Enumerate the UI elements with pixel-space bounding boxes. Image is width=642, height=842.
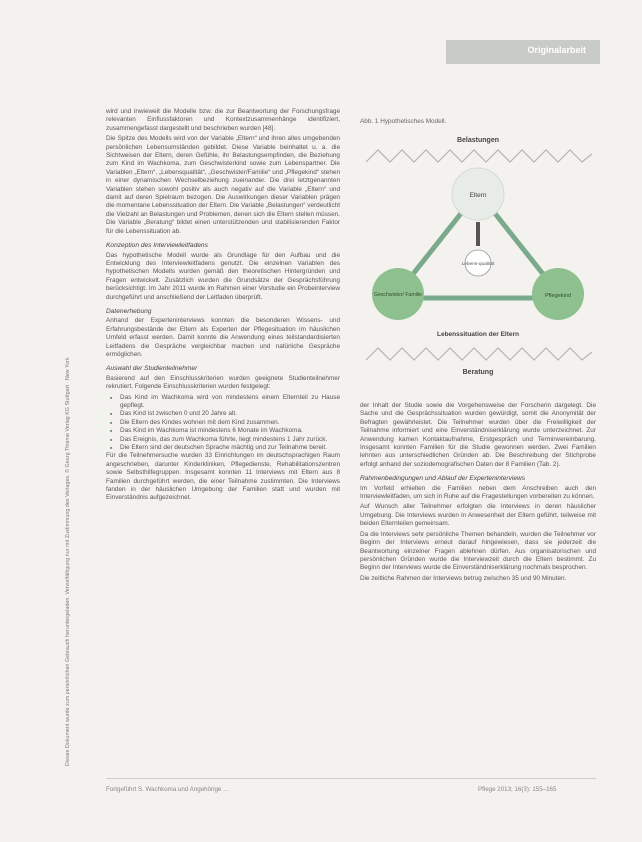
paragraph: Basierend auf den Einschlusskriterien wurden geeignete Studienteilnehmer rekrutiert. Folgende Einschlusskriterien wurden festgelegt: xyxy=(106,374,340,391)
paragraph: der Inhalt der Studie sowie die Vorgehensweise der Forscherin dargelegt. Die Sache und die Gesprächssituation wurden gewürdigt, somit die Anonymität der Befragten gewährleistet. Die Teilnehmer wurden über die Freiwilligkeit der Teilnahme informiert und eine Einverständniserklärung wurde unterzeichnet. Zur Anwendung kamen Kontaktaufnahme, Erstgespräch und Terminvereinbarung. Insgesamt konnten Familien für die Studie gewonnen werden. Zwei Familien lehnten aus unterschiedlichen Gründen ab. Die Beschreibung der Stichprobe erfolgt anhand der soziodemografischen Daten der 8 Familien (Tab. 2). xyxy=(360,402,596,468)
left-column xyxy=(106,108,340,505)
paragraph: wird und inwieweit die Modelle bzw. die zur Beantwortung der Forschungsfrage relevanten Einflussfaktoren und Kontextzusammenhänge identifiziert, zusammengefasst dargestellt und beschrieben wurden [48]. xyxy=(106,108,340,132)
figure-caption: Abb. 1 Hypothetisches Modell. xyxy=(360,118,447,125)
section-heading: Konzeption des Interviewleitfadens xyxy=(106,242,208,250)
paragraph: Da die Interviews sehr persönliche Themen behandeln, wurden die Teilnehmer vor Beginn der Interviews erneut darauf hingewiesen, dass sie jederzeit die Beantwortung einzelner Fragen ablehnen dürfen. Aus organisatorischen und persönlichen Gründen wurde die Interviewzeit durch die Eltern bestimmt. Zu Beginn der Interviews wurde die Einverständniserklärung nochmals besprochen. xyxy=(360,530,596,572)
list-item: ■ Die Eltern sind der deutschen Sprache mächtig und zur Teilnahme bereit. xyxy=(120,444,340,452)
right-column xyxy=(360,402,596,585)
paragraph: Anhand der Experteninterviews konnten die besonderen Wissens- und Erfahrungsbestände der Eltern als Experten der Pflegesituation im häuslichen Umfeld erfasst werden. Damit konnte die Anwendung eines teilstandardisierten Leitfadens die Gespräche vergleichbar machen und natürliche Gespräche ermöglichen. xyxy=(106,317,340,358)
list-item: ■ Das Kind im Wachkoma ist mindestens 6 Monate im Wachkoma. xyxy=(120,427,340,435)
criteria-list xyxy=(106,394,340,453)
footer-right: Pflege 2013; 16(3): 155–165 xyxy=(478,786,557,793)
section-tab xyxy=(446,40,600,64)
list-item: ■ Das Kind ist zwischen 0 und 20 Jahre alt. xyxy=(120,410,340,418)
section-heading: Datenerhebung xyxy=(106,307,152,315)
list-item: ■ Das Kind im Wachkoma wird von mindestens einem Elternteil zu Hause gepflegt. xyxy=(120,394,340,411)
paragraph: Die Spitze des Modells wird von der Variable „Eltern“ und ihren alles umgebenden persönlichen Lebensumständen gebildet. Diese Variable beinhaltet u. a. die Sichtweisen der Eltern, deren Gefühle, ihr Belastungsempfinden, die Beziehung zum Kind im Wachkoma, zum Geschwisterkind sowie zum Lebenspartner. Die Variablen „Eltern“, „Lebensqualität“, „Geschwister/Familie“ und „Pflegekind“ stehen in einer dynamischen Wechselbeziehung zueinander. Die drei letztgenannten Variablen stehen sowohl positiv als auch negativ auf die Variable „Eltern“ und damit auf deren Spielraum bezogen. Die Auswirkungen dieser Variablen prägen die momentane Lebenssituation der Eltern. Die Variable „Belastungen“ verdeutlicht die Vielzahl an Belastungen und Problemen, denen sich die Eltern stellen müssen. Die Variable „Beratung“ bildet einen unterstützenden und stabilisierenden Faktor für die Lebenssituation ab. xyxy=(106,135,340,235)
paragraph: Im Vorfeld erhielten die Familien neben dem Anschreiben auch den Interviewleitfaden, um sich in Ruhe auf die Fragestellungen vorbereiten zu können. xyxy=(360,484,596,501)
footer-left: Fortgeführt S. Wachkoma und Angehörige … xyxy=(106,786,230,793)
hypothetical-model-diagram xyxy=(360,130,596,378)
paragraph: Das hypothetische Modell wurde als Grundlage für den Aufbau und die Entwicklung des Interviewleitfadens genutzt. Die einzelnen Variablen des hypothetischen Modells wurden gemäß den theoretischen Hintergründen und Fragen entwickelt. Zusätzlich wurden die Grundsätze der Gesprächsführung berücksichtigt. Im Jahr 2011 wurde im Rahmen einer Vorstudie ein Probeinterview durchgeführt und anschließend der Leitfaden überprüft. xyxy=(106,251,340,301)
paragraph: Auf Wunsch aller Teilnehmer erfolgten die Interviews in deren häuslicher Umgebung. Die Interviews wurden in Anwesenheit der Eltern geführt, teilweise mit beiden Elternteilen gemeinsam. xyxy=(360,503,596,528)
top-label: Belastungen xyxy=(456,137,500,144)
section-heading: Auswahl der Studienteilnehmer xyxy=(106,365,198,373)
copyright-text: Dieses Dokument wurde zum persönlichen Gebrauch heruntergeladen. Vervielfältigung nur mit Zustimmung des Verlages. © Georg Thieme Verlag KG Stuttgart · New York xyxy=(65,357,71,766)
copyright-sidebar xyxy=(56,76,71,766)
section-tab-label: Originalarbeit xyxy=(527,45,586,55)
paragraph: Die zeitliche Rahmen der Interviews betrug zwischen 35 und 90 Minuten. xyxy=(360,574,567,582)
node-pflegekind-label: Pflegekind xyxy=(544,293,572,299)
list-item: ■ Die Eltern des Kindes wohnen mit dem Kind zusammen. xyxy=(120,419,340,427)
section-heading: Rahmenbedingungen und Ablauf der Experteninterviews xyxy=(360,475,526,483)
bottom-label: Beratung xyxy=(462,369,494,376)
footer-rule xyxy=(106,778,596,779)
top-zigzag xyxy=(366,150,592,162)
node-geschwister-label: Geschwister/ Familie xyxy=(373,292,423,298)
center-label: Lebens-qualität xyxy=(461,262,495,267)
paragraph: Für die Teilnehmersuche wurden 33 Einrichtungen im deutschsprachigen Raum angeschrieben, darunter Kinderkliniken, Pflegedienste, Rehabilitationszentren sowie Selbsthilfegruppen. Insgesamt konnten 11 Interviews mit Eltern aus 8 Familien durchgeführt werden, die einer Teilnahme zustimmten. Die Interviews fanden in der häuslichen Umgebung der Familien statt und wurden mit Einverständnis aufgezeichnet. xyxy=(106,452,340,502)
list-item: ■ Das Ereignis, das zum Wachkoma führte, liegt mindestens 1 Jahr zurück. xyxy=(120,436,340,444)
bottom-zigzag xyxy=(366,348,592,360)
base-label: Lebenssituation der Eltern xyxy=(437,331,519,338)
center-bar xyxy=(476,222,480,246)
node-eltern-label: Eltern xyxy=(469,192,487,199)
